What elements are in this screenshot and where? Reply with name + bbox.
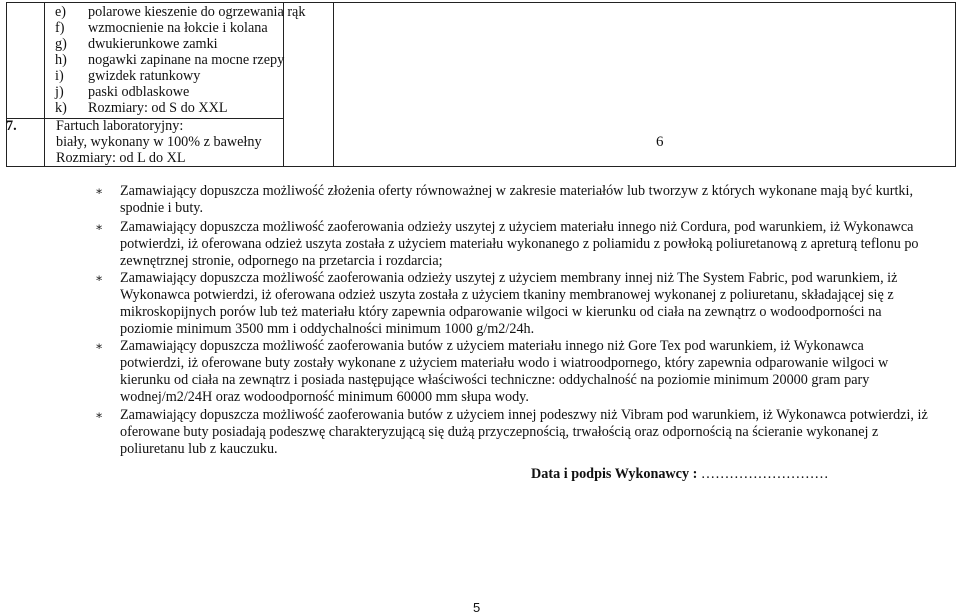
signature-line [531,466,829,483]
paragraph-line: kierunku od ciała na zewnątrz i posiada następujące właściwości techniczne: oddychalność na poziomie minimum 20000 gram pary [120,372,870,388]
paragraph-line: wodnej/m2/24H oraz wodoodporność minimum 60000 mm słupa wody. [120,389,529,405]
item-letter: f) [55,20,65,36]
item-text: wzmocnienie na łokcie i kolana [88,20,268,36]
row-description: Rozmiary: od L do XL [56,150,186,166]
item-text: dwukierunkowe zamki [88,36,218,52]
row-description: Fartuch laboratoryjny: [56,118,184,134]
bullet-star-icon: ∗ [95,271,104,285]
item-text: Rozmiary: od S do XXL [88,100,228,116]
item-text: paski odblaskowe [88,84,190,100]
paragraph-line: potwierdzi, iż oferowana odzież uszyta została z użyciem materiału wykonanego z poliamidu z powłoką poliuretanową z apreturą teflonu po [120,236,919,252]
row-description: biały, wykonany w 100% z bawełny [56,134,262,150]
paragraph-line: Zamawiający dopuszcza możliwość zaoferowania odzieży uszytej z użyciem materiału innego niż Cordura, pod warunkiem, iż Wykonawca [120,219,914,235]
paragraph-line: mikroskopijnych porów lub też materiału który zapewnia odparowanie wilgoci w kierunku od ciała na zewnątrz o wodoodporności na [120,304,882,320]
paragraph-line: spodnie i buty. [120,200,204,216]
row-quantity: 6 [656,134,664,150]
bullet-star-icon: ∗ [95,339,104,353]
item-letter: j) [55,84,64,100]
table-column-divider [44,3,45,166]
item-letter: h) [55,52,67,68]
paragraph-line: Wykonawca potwierdzi, iż oferowana odzież uszyta została z użyciem tkaniny membranowej wykonanej z poliuretanu, składającej się z [120,287,894,303]
paragraph-line: poliuretanu lub z kauczuku. [120,441,278,457]
item-text: nogawki zapinane na mocne rzepy [88,52,285,68]
paragraph-line: oferowane buty posiadają podeszwę charakteryzującą się dużą przyczepnością, trwałością oraz odpornością na ścieranie wykonanej z [120,424,879,440]
paragraph-line: Zamawiający dopuszcza możliwość zaoferowania butów z użyciem materiału innego niż Gore Tex pod warunkiem, iż Wykonawca [120,338,864,354]
item-text: polarowe kieszenie do ogrzewania rąk [88,4,306,20]
item-letter: g) [55,36,67,52]
item-text: gwizdek ratunkowy [88,68,201,84]
bullet-star-icon: ∗ [95,220,104,234]
paragraph-line: zewnętrznej stronie, odpornego na przetarcia i rozdarcia; [120,253,443,269]
page-number: 5 [473,600,481,615]
item-letter: k) [55,100,67,116]
item-letter: i) [55,68,64,84]
row-number: 7. [6,118,17,134]
item-letter: e) [55,4,67,20]
bullet-star-icon: ∗ [95,408,104,422]
bullet-star-icon: ∗ [95,184,104,198]
table-column-divider [333,3,334,166]
paragraph-line: poziomie minimum 3500 mm i oddychalności minimum 1000 g/m2/24h. [120,321,535,337]
signature-label: Data i podpis Wykonawcy : [531,466,698,482]
paragraph-line: potwierdzi, iż oferowane buty zostały wykonane z użyciem materiału wodo i wiatroodpornego, który zapewnia odparowanie wilgoci w [120,355,889,371]
signature-dots: ……………………… [697,466,829,482]
table-column-divider [283,3,284,166]
paragraph-line: Zamawiający dopuszcza możliwość zaoferowania odzieży uszytej z użyciem membrany innej niż The System Fabric, pod warunkiem, iż [120,270,898,286]
paragraph-line: Zamawiający dopuszcza możliwość zaoferowania butów z użyciem innej podeszwy niż Vibram pod warunkiem, iż Wykonawca potwierdzi, iż [120,407,928,423]
paragraph-line: Zamawiający dopuszcza możliwość złożenia oferty równoważnej w zakresie materiałów lub tworzyw z których wykonane mają być kurtki, [120,183,914,199]
